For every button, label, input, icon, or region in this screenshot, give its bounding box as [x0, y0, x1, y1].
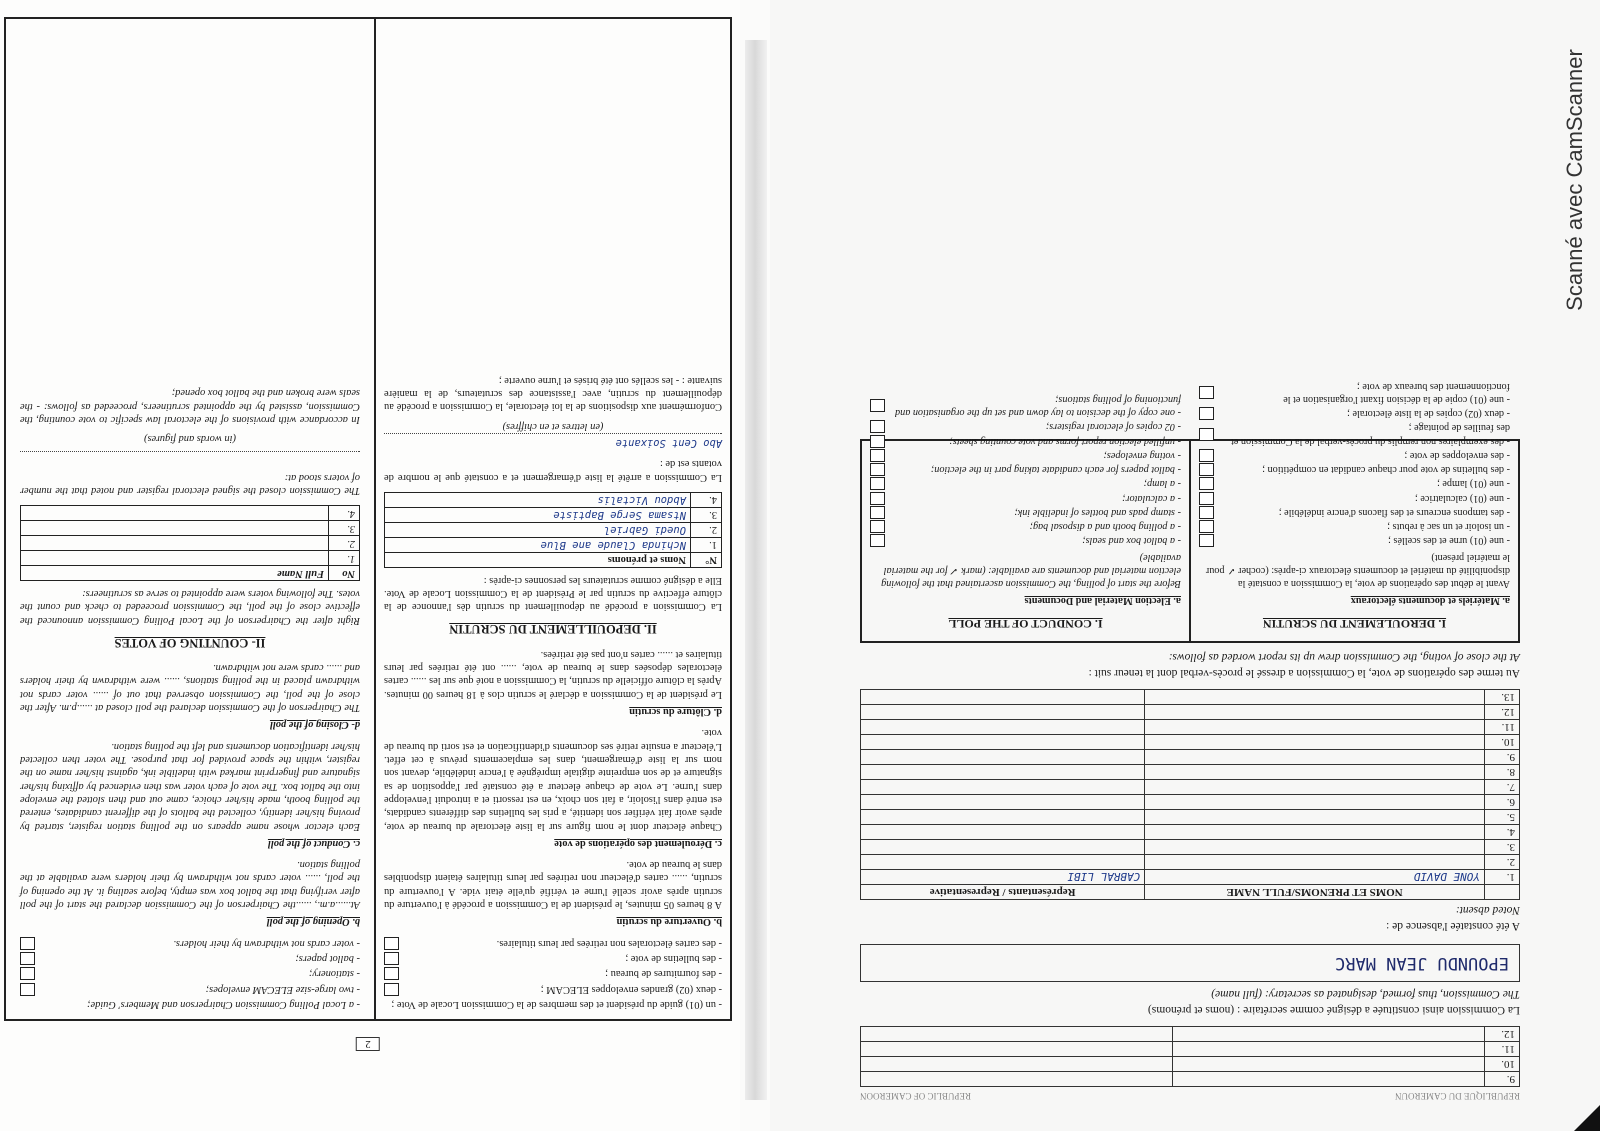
section-ii-text: La Commission a procédé au dépouillement du scrutin dès l'annonce de la clôture effective du scrutin par le Président de la Commission Locale de Vote. Elle a désigné comme scrutateurs les personnes ci-après :: [384, 574, 722, 613]
checkbox[interactable]: [20, 983, 35, 996]
table-row: 11.: [861, 720, 1520, 735]
table-row: 5.: [861, 810, 1520, 825]
table-row: 1. YONE DAVID CABRAL LIBI: [861, 870, 1520, 885]
table-row: 1. Nchinda Claude ane Blue: [385, 537, 722, 552]
table-row: 4.: [21, 505, 360, 520]
list-item: - un (01) guide du président et des membres de la Commission Locale de Vote ;: [391, 999, 722, 1010]
table-row: 1.: [21, 550, 360, 565]
secretary-label-en: The Commission, thus formed, designated as secretary: (full name): [1211, 988, 1520, 1000]
list-item: - ballot papers for each candidate taking part in the election;: [870, 463, 1181, 476]
checkbox[interactable]: [1199, 534, 1214, 547]
list-item: - des bulletins de vote ;: [384, 952, 722, 965]
conduct-french-column: [1189, 380, 1518, 641]
french-column: [374, 19, 730, 1019]
table-row: 8.: [861, 765, 1520, 780]
list-item: - a calculator;: [870, 491, 1181, 504]
table-row: 2.: [21, 535, 360, 550]
checkbox[interactable]: [20, 937, 35, 950]
checkbox[interactable]: [1199, 449, 1214, 462]
checkbox[interactable]: [870, 420, 885, 433]
column-header: NOMS ET PRENOMS/FULL NAME: [1145, 885, 1485, 900]
checkbox[interactable]: [870, 520, 885, 533]
column-header: N°: [691, 552, 722, 567]
section-c-title: c. Déroulement des opérations de vote: [554, 837, 722, 849]
counting-procedure-text: In accordance with provisions of the electoral law specific to vote counting, the Commission, assisted by the appointed scrutineers, proceeded as follows: - the seals were broken and the ballot box opened;: [20, 387, 360, 425]
section-b-text: A 8 heures 05 minutes, le président de la Commission a procédé à l'ouverture du scrutin après avoir scellé l'urne et vérifié qu'elle était vide. A l'ouverture du scrutin, ...... cartes d'électeur non retirées par leurs titulaires étaient disponibles dans le bureau de vote.: [384, 859, 722, 911]
report-intro-en: At the close of voting, the Commission drew up its report worded as follows:: [1168, 651, 1520, 663]
table-row: 3.: [861, 840, 1520, 855]
checkbox[interactable]: [1199, 506, 1214, 519]
votants-value: Abo Cent Soixante: [384, 433, 722, 451]
section-a-title: a. Election Material and Documents: [1024, 595, 1181, 607]
list-item: - one copy of the decision to lay down and set up the organisation and functioning of polling stations;: [870, 393, 1181, 420]
list-item: - une (01) calculatrice ;: [1199, 491, 1510, 504]
checkbox[interactable]: [870, 399, 885, 412]
list-item: - two large-size ELECAM envelopes;: [20, 982, 360, 995]
list-item: - des enveloppes de vote ;: [1199, 449, 1510, 462]
list-item: - unfilled election report forms and vote counting sheets;: [870, 434, 1181, 447]
list-item: - 02 copies of electoral registers;: [870, 420, 1181, 433]
checkbox[interactable]: [20, 967, 35, 980]
column-header: No: [329, 565, 360, 580]
letterhead-left: REPUBLIQUE DU CAMEROUN: [1394, 1091, 1520, 1101]
section-d-text: The Chairperson of the Commission declared the poll closed at ......p.m. After the close of the poll, the Commission observed that out of ...... voter cards not withdrawn placed in the polling stations, ...... were withdrawn by their holders and ...... cards were not withdrawn.: [20, 662, 360, 714]
english-column: [12, 19, 368, 1019]
checkbox[interactable]: [1199, 520, 1214, 533]
section-d-title: d. Clôture du scrutin: [629, 706, 722, 718]
section-c-text: Chaque électeur dont le nom figure sur la liste électorale du bureau de vote, après avoir fait vérifier son identité, a pris les bulletins des différents candidats, est entré dans l'isoloir, a fait son choix, en est ressorti et a introduit l'enveloppe dans l'urne. Le vote de chaque électeur a été constaté par l'apposition de sa signature et de son empreinte digitale imprégnée à l'encre indélébile, devant son nom sur la liste d'émargement, dans les emplacements prévus à cet effet. L'électeur a ensuite retiré ses documents d'identification et est sorti du bureau de vote.: [384, 727, 722, 832]
table-row: 10.: [861, 1057, 1520, 1072]
list-item: - stationery;: [20, 967, 360, 980]
checkbox[interactable]: [20, 952, 35, 965]
left-page: [0, 0, 740, 1131]
right-page: [770, 0, 1600, 1131]
list-item: - deux (02) copies de la liste électorale ;: [1199, 407, 1510, 420]
list-item: - un isoloir et un sac à rebuts ;: [1199, 520, 1510, 533]
list-item: - des exemplaires non remplis du procès-verbal de la Commission et des feuilles de pointage ;: [1199, 421, 1510, 448]
page-number: 2: [356, 1037, 380, 1051]
left-page-rotated: [0, 0, 740, 1131]
checkbox[interactable]: [1199, 428, 1214, 441]
table-row: 11.: [861, 1042, 1520, 1057]
checkbox[interactable]: [870, 492, 885, 505]
left-form-frame: [4, 17, 732, 1050]
absence-label-fr: A été constatée l'absence de :: [1386, 920, 1520, 932]
table-row: 3. Ntsama Serge Baptiste: [385, 507, 722, 522]
right-page-rotated: [770, 0, 1600, 1131]
section-d-text: Le président de la Commission a déclaré le scrutin clos à 18 heures 00 minutes. Après la clôture officielle du scrutin, la Commission a noté que sur les ...... cartes électorales déposées dans le bureau de vote, ...... ont été retirées par leurs titulaires et ...... cartes n'ont pas été retirées.: [384, 648, 722, 700]
right-form-content: [860, 41, 1520, 1101]
column-header: Full Name: [21, 565, 329, 580]
votants-note: (in words and figures): [144, 433, 236, 445]
members-table: [860, 1026, 1520, 1087]
checkbox[interactable]: [870, 534, 885, 547]
conduct-english-column: [862, 393, 1189, 641]
section-ii-title: II. DEPOUILLEMENT DU SCRUTIN: [449, 622, 657, 637]
table-row: 7.: [861, 780, 1520, 795]
secretary-label-fr: La Commission ainsi constituée a désigné comme secrétaire : (noms et prénoms): [1147, 1004, 1520, 1016]
list-item: - une (01) lampe ;: [1199, 477, 1510, 490]
register-closing-text: The Commission closed the signed electoral register and noted that the number of voters stood at:: [20, 471, 360, 496]
checkbox[interactable]: [384, 983, 399, 996]
table-row: 2.: [861, 855, 1520, 870]
section-a-text: Before the start of polling, the Commission ascertained that the following election material and documents are available: (mark ✓ for the material available): [881, 551, 1181, 590]
list-item: - voter cards not withdrawn by their holders.: [20, 936, 360, 949]
checkbox[interactable]: [1199, 407, 1214, 420]
counting-procedure-text: Conformément aux dispositions de la loi électorale, la Commission a procédé au dépouillement du scrutin, avec l'assistance des scrutateurs, de la manière suivante : - les scellés ont été brisés et l'urne ouverte ;: [384, 374, 722, 413]
table-row: 4.: [861, 825, 1520, 840]
table-row: 4. Abdou Victalis: [385, 492, 722, 507]
section-c-title: c. Conduct of the poll: [267, 837, 360, 849]
absence-label-en: Noted absent:: [1455, 904, 1520, 916]
table-row: 9.: [861, 1072, 1520, 1087]
section-b-title: b. Opening of the poll: [266, 916, 360, 928]
table-row: 13.: [861, 690, 1520, 705]
checkbox[interactable]: [1199, 477, 1214, 490]
watermark-text: Scanné avec CamScanner: [1562, 49, 1587, 311]
letterhead: [860, 1091, 1520, 1101]
list-item: - ballot papers;: [20, 952, 360, 965]
section-d-title: d- Closing of the poll: [269, 719, 360, 731]
list-item: - a polling booth and a disposal bag;: [870, 520, 1181, 533]
checkbox[interactable]: [870, 463, 885, 476]
checkbox[interactable]: [1199, 463, 1214, 476]
section-b-title: b. Ouverture du scrutin: [616, 916, 722, 928]
checkbox[interactable]: [870, 435, 885, 448]
section-i-title: I. CONDUCT OF THE POLL: [948, 617, 1103, 631]
list-item: - a lamp;: [870, 477, 1181, 490]
secretary-name-field[interactable]: EPOUNDU JEAN MARC: [860, 944, 1520, 982]
checkbox[interactable]: [384, 952, 399, 965]
list-item: - des cartes électorales non retirées par leurs titulaires.: [384, 936, 722, 949]
checkbox[interactable]: [384, 937, 399, 950]
list-item: - une (01) copie de la décision fixant l'organisation et le fonctionnement des bureaux de vote ;: [1199, 379, 1510, 406]
table-row: 12.: [861, 1027, 1520, 1042]
list-item: - deux (02) grandes enveloppes ELECAM ;: [384, 982, 722, 995]
section-b-text: At......a.m., ......the Chairperson of the Commission declared the start of the poll after verifying that the ballot box was empty, before sealing it. At the opening of the poll, ...... voter cards not withdrawn by their holders were available at the polling station.: [20, 859, 360, 911]
section-c-text: Each elector whose name appears on the polling station register, started by proving his/her identity, collected the ballots of the different candidates, entered the polling booth, made his/her choice, came out and then slotted the envelope into the ballot box. The vote of each voter was then evidenced by affixing his/her signature and fingerprint marked with indelible ink, against his/her name on the register, within the space provided for that purpose. The voter then collected his/her identification documents and left the polling station.: [20, 740, 360, 832]
list-item: - voting envelopes;: [870, 449, 1181, 462]
list-item: - des tampons encreurs et des flacons d'encre indélébile ;: [1199, 506, 1510, 519]
checkbox[interactable]: [870, 506, 885, 519]
votants-note: (en lettres et en chiffres): [502, 420, 604, 432]
page-corner-fold: [1574, 1105, 1600, 1131]
checkbox[interactable]: [1199, 492, 1214, 505]
checkbox[interactable]: [1199, 386, 1214, 399]
table-row: 9.: [861, 750, 1520, 765]
book-spine: [745, 40, 767, 1100]
register-closing-text: La Commission a arrêté la liste d'émargement et a constaté que le nombre de votants est de :: [384, 458, 722, 483]
table-row: 10.: [861, 735, 1520, 750]
table-row: 6.: [861, 795, 1520, 810]
scrutineers-table: [384, 492, 722, 568]
letterhead-right: REPUBLIC OF CAMEROON: [860, 1091, 972, 1101]
report-intro-fr: Au terme des opérations de vote, la Commission a dressé le procès-verbal dont la teneur suit :: [1088, 667, 1520, 679]
votants-blank-line[interactable]: [20, 451, 360, 464]
table-row: 2. Ouedi Gabriel: [385, 522, 722, 537]
section-a-text: Avant le début des opérations de vote, la Commission a constaté la disponibilité du matériel et documents électoraux ci-après: (cocher ✓ pour le matériel présent): [1205, 551, 1510, 590]
list-item: - a ballot box and seals;: [870, 534, 1181, 547]
scrutineers-table: [20, 505, 360, 581]
conduct-section: [860, 380, 1520, 643]
checkbox[interactable]: [384, 967, 399, 980]
table-row: 3.: [21, 520, 360, 535]
camscanner-watermark: [1558, 20, 1592, 340]
list-item: - une (01) urne et des scellés ;: [1199, 534, 1510, 547]
absence-table: [860, 689, 1520, 900]
checkbox[interactable]: [870, 449, 885, 462]
section-a-title: a. Matériels et documents électoraux: [1350, 595, 1510, 607]
list-item: - a Local Polling Commission Chairperson and Members' Guide;: [87, 999, 360, 1010]
list-item: - des fournitures de bureau ;: [384, 967, 722, 980]
list-item: - stamp pads and bottles of indelible ink;: [870, 506, 1181, 519]
section-ii-text: Right after the Chairperson of the Local Polling Commission announced the effective close of the poll, the Commission proceeded to check and count the votes. The following voters were appointed to serve as scrutineers:: [20, 588, 360, 626]
section-ii-title: II- COUNTING OF VOTES: [114, 635, 266, 650]
section-i-title: I. DEROULEMENT DU SCRUTIN: [1262, 617, 1447, 631]
column-header: Noms et prénoms: [385, 552, 691, 567]
column-header: Représentants / Representative: [861, 885, 1145, 900]
table-row: 12.: [861, 705, 1520, 720]
checkbox[interactable]: [870, 477, 885, 490]
list-item: - des bulletins de vote pour chaque candidat en compétition ;: [1199, 463, 1510, 476]
